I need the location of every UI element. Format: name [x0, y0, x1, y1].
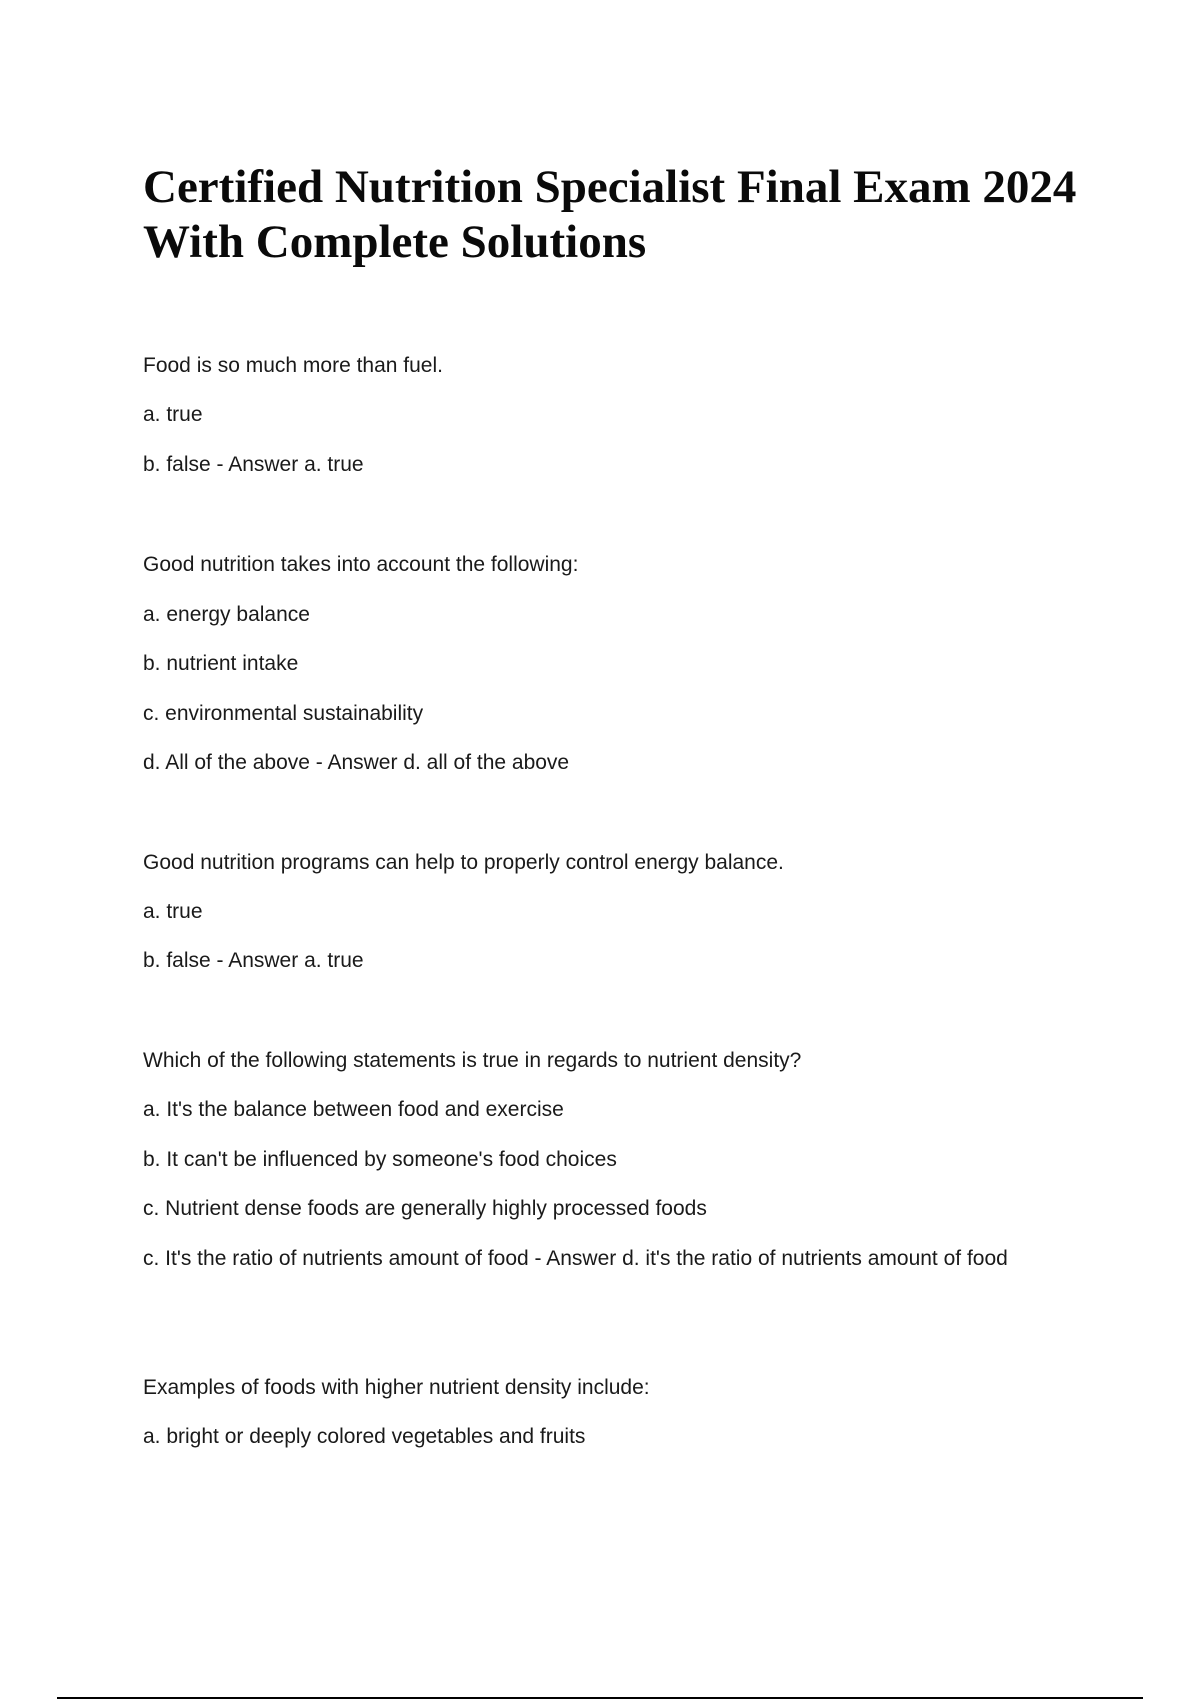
question-4-option-b: b. It can't be influenced by someone's food choices [143, 1148, 617, 1171]
question-1-text: Food is so much more than fuel. [143, 354, 443, 377]
question-4-option-c: c. Nutrient dense foods are generally highly processed foods [143, 1197, 707, 1220]
question-3-text: Good nutrition programs can help to properly control energy balance. [143, 851, 784, 874]
question-2-option-a: a. energy balance [143, 603, 310, 626]
question-3-option-a: a. true [143, 900, 203, 923]
footer-divider [57, 1697, 1143, 1699]
question-5-option-a: a. bright or deeply colored vegetables and fruits [143, 1425, 586, 1448]
title-line-1: Certified Nutrition Specialist Final Exam 2024 [143, 161, 1077, 213]
question-5-text: Examples of foods with higher nutrient density include: [143, 1376, 650, 1399]
question-4-option-a: a. It's the balance between food and exercise [143, 1098, 564, 1121]
question-2-option-d: d. All of the above - Answer d. all of the above [143, 751, 570, 774]
question-4-text: Which of the following statements is true in regards to nutrient density? [143, 1049, 802, 1072]
title-line-2: With Complete Solutions [143, 216, 647, 268]
question-3-option-b: b. false - Answer a. true [143, 949, 364, 972]
question-2-option-c: c. environmental sustainability [143, 702, 424, 725]
question-1-option-b: b. false - Answer a. true [143, 453, 364, 476]
question-2-option-b: b. nutrient intake [143, 652, 299, 675]
question-2-text: Good nutrition takes into account the following: [143, 553, 579, 576]
question-4-option-c-answer: c. It's the ratio of nutrients amount of food - Answer d. it's the ratio of nutrients amount of food [143, 1247, 1008, 1270]
document-title [143, 160, 1143, 270]
question-1-option-a: a. true [143, 403, 203, 426]
